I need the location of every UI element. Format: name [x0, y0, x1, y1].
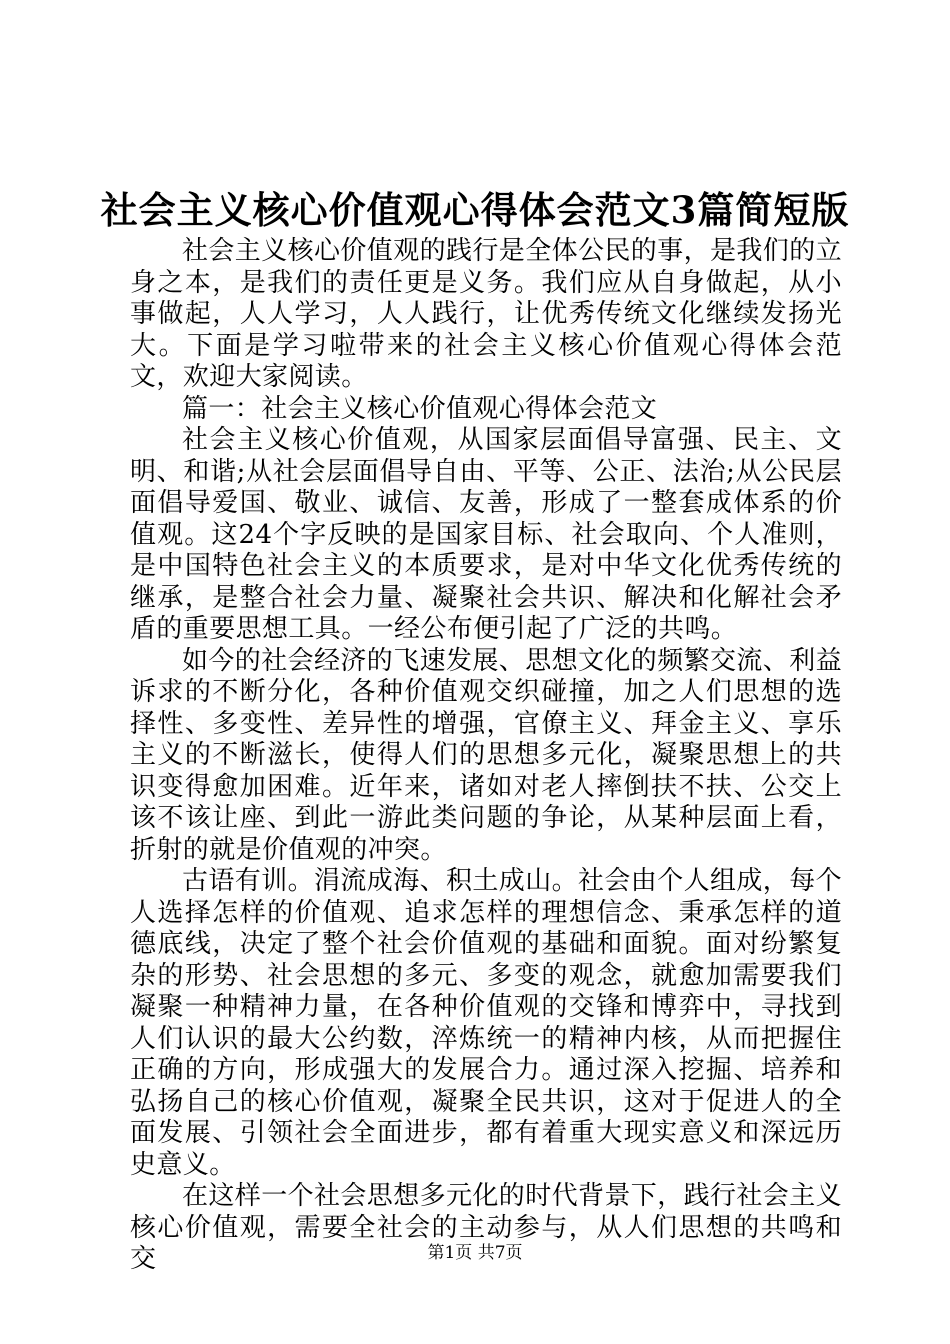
- document-title: 社会主义核心价值观心得体会范文3篇简短版: [100, 188, 850, 232]
- page-number-footer: 第1页 共7页: [427, 1243, 523, 1263]
- body-paragraph: 社会主义核心价值观，从国家层面倡导富强、民主、文明、和谐;从社会层面倡导自由、平等、公正、法治;从公民层面倡导爱国、敬业、诚信、友善，形成了一整套成体系的价值观。这24个字反映的是国家目标、社会取向、个人准则，是中国特色社会主义的本质要求，是对中华文化优秀传统的继承，是整合社会力量、凝聚社会共识、解决和化解社会矛盾的重要思想工具。一经公布便引起了广泛的共鸣。: [130, 425, 842, 644]
- body-paragraph: 如今的社会经济的飞速发展、思想文化的频繁交流、利益诉求的不断分化，各种价值观交织碰撞，加之人们思想的选择性、多变性、差异性的增强，官僚主义、拜金主义、享乐主义的不断滋长，使得人们的思想多元化，凝聚思想上的共识变得愈加困难。近年来，诸如对老人摔倒扶不扶、公交上该不该让座、到此一游此类问题的争论，从某种层面上看，折射的就是价值观的冲突。: [130, 645, 843, 865]
- body-paragraph: 古语有训。涓流成海、积土成山。社会由个人组成，每个人选择怎样的价值观、追求怎样的理想信念、秉承怎样的道德底线，决定了整个社会价值观的基础和面貌。面对纷繁复杂的形势、社会思想的多元、多变的观念，就愈加需要我们凝聚一种精神力量，在各种价值观的交锋和博弈中，寻找到人们认识的最大公约数，淬炼统一的精神内核，从而把握住正确的方向，形成强大的发展合力。通过深入挖掘、培养和弘扬自己的核心价值观，凝聚全民共识，这对于促进人的全面发展、引领社会全面进步，都有着重大现实意义和深远历史意义。: [130, 866, 843, 1180]
- intro-paragraph: 社会主义核心价值观的践行是全体公民的事，是我们的立身之本，是我们的责任更是义务。我们应从自身做起，从小事做起，人人学习，人人践行，让优秀传统文化继续发扬光大。下面是学习啦带来的社会主义核心价值观心得体会范文，欢迎大家阅读。: [130, 236, 843, 392]
- body-paragraph: 在这样一个社会思想多元化的时代背景下，践行社会主义核心价值观，需要全社会的主动参与，从人们思想的共鸣和交: [130, 1181, 843, 1274]
- section-heading: 篇一：社会主义核心价值观心得体会范文: [182, 393, 658, 424]
- document-body: [130, 236, 842, 1276]
